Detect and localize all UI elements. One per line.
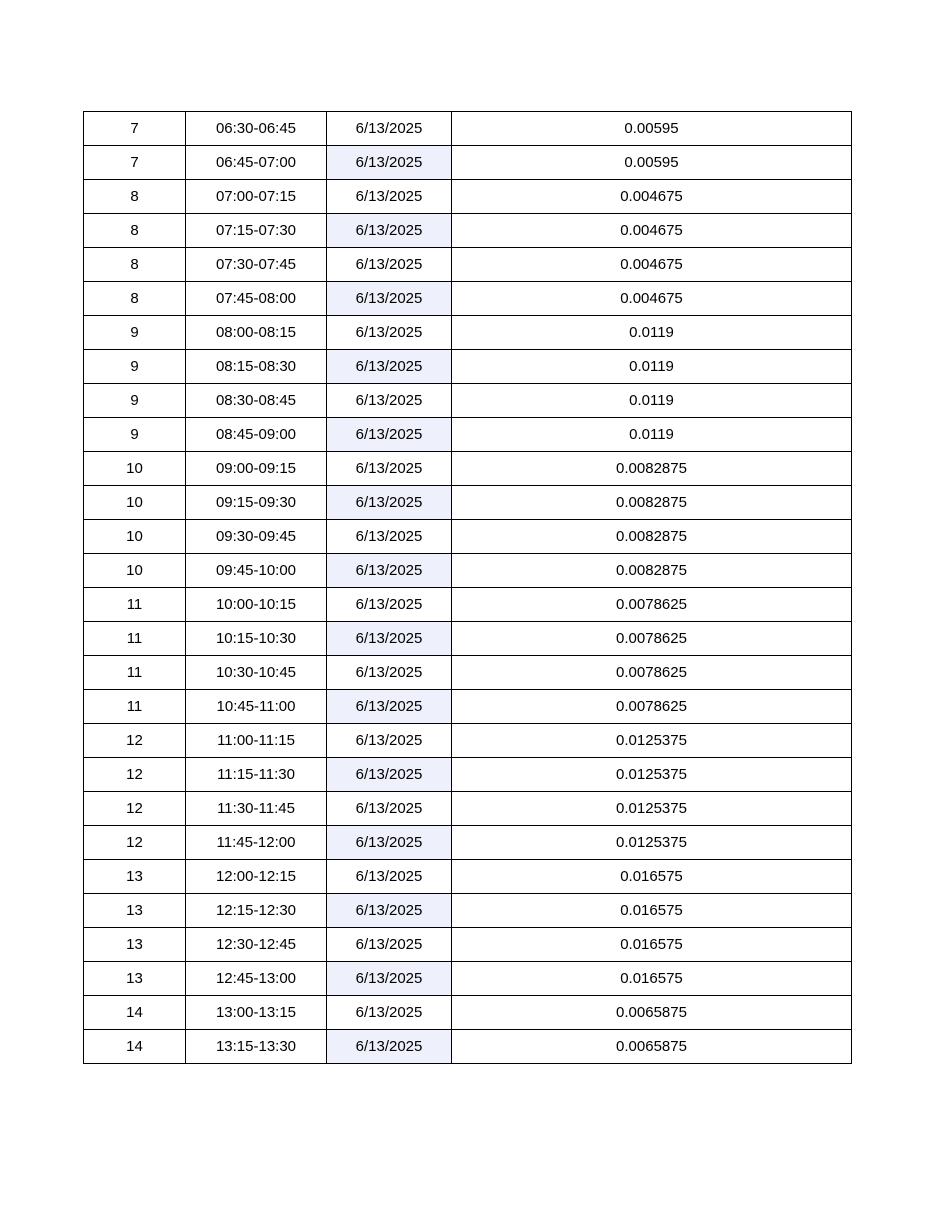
cell-value: 0.00595	[452, 112, 852, 146]
cell-value: 0.00595	[452, 146, 852, 180]
cell-value: 0.0082875	[452, 452, 852, 486]
table-row	[84, 724, 852, 758]
cell-hour: 8	[84, 214, 186, 248]
cell-interval: 08:15-08:30	[186, 350, 327, 384]
cell-date: 6/13/2025	[327, 826, 452, 860]
cell-hour: 13	[84, 860, 186, 894]
table-row	[84, 214, 852, 248]
cell-date: 6/13/2025	[327, 180, 452, 214]
cell-hour: 12	[84, 826, 186, 860]
cell-hour: 8	[84, 282, 186, 316]
data-table	[83, 111, 852, 1064]
cell-date: 6/13/2025	[327, 962, 452, 996]
table-row	[84, 928, 852, 962]
table-row	[84, 282, 852, 316]
cell-interval: 07:15-07:30	[186, 214, 327, 248]
cell-date: 6/13/2025	[327, 690, 452, 724]
cell-date: 6/13/2025	[327, 554, 452, 588]
cell-date: 6/13/2025	[327, 622, 452, 656]
cell-date: 6/13/2025	[327, 656, 452, 690]
cell-interval: 12:45-13:00	[186, 962, 327, 996]
table-row	[84, 860, 852, 894]
cell-date: 6/13/2025	[327, 214, 452, 248]
cell-date: 6/13/2025	[327, 1030, 452, 1064]
table-row	[84, 384, 852, 418]
cell-value: 0.0065875	[452, 1030, 852, 1064]
cell-date: 6/13/2025	[327, 112, 452, 146]
cell-hour: 12	[84, 758, 186, 792]
cell-interval: 09:00-09:15	[186, 452, 327, 486]
cell-hour: 11	[84, 656, 186, 690]
cell-value: 0.0065875	[452, 996, 852, 1030]
cell-value: 0.016575	[452, 962, 852, 996]
cell-value: 0.0082875	[452, 520, 852, 554]
cell-interval: 07:30-07:45	[186, 248, 327, 282]
table-row	[84, 758, 852, 792]
cell-date: 6/13/2025	[327, 928, 452, 962]
cell-date: 6/13/2025	[327, 418, 452, 452]
cell-hour: 11	[84, 622, 186, 656]
table-row	[84, 996, 852, 1030]
cell-interval: 12:15-12:30	[186, 894, 327, 928]
table-row	[84, 350, 852, 384]
cell-interval: 13:15-13:30	[186, 1030, 327, 1064]
cell-interval: 06:30-06:45	[186, 112, 327, 146]
cell-date: 6/13/2025	[327, 758, 452, 792]
cell-hour: 9	[84, 384, 186, 418]
cell-interval: 09:15-09:30	[186, 486, 327, 520]
table-row	[84, 656, 852, 690]
cell-value: 0.0078625	[452, 588, 852, 622]
cell-interval: 09:45-10:00	[186, 554, 327, 588]
cell-hour: 13	[84, 928, 186, 962]
cell-date: 6/13/2025	[327, 316, 452, 350]
cell-value: 0.0078625	[452, 622, 852, 656]
cell-value: 0.0082875	[452, 486, 852, 520]
cell-interval: 11:45-12:00	[186, 826, 327, 860]
table-row	[84, 418, 852, 452]
cell-interval: 07:45-08:00	[186, 282, 327, 316]
cell-value: 0.0119	[452, 350, 852, 384]
cell-interval: 11:15-11:30	[186, 758, 327, 792]
cell-interval: 12:30-12:45	[186, 928, 327, 962]
cell-date: 6/13/2025	[327, 996, 452, 1030]
cell-interval: 08:30-08:45	[186, 384, 327, 418]
table-row	[84, 792, 852, 826]
cell-hour: 10	[84, 554, 186, 588]
cell-value: 0.0082875	[452, 554, 852, 588]
cell-hour: 8	[84, 248, 186, 282]
cell-hour: 9	[84, 418, 186, 452]
cell-hour: 10	[84, 486, 186, 520]
cell-date: 6/13/2025	[327, 350, 452, 384]
cell-interval: 12:00-12:15	[186, 860, 327, 894]
cell-date: 6/13/2025	[327, 282, 452, 316]
cell-interval: 10:45-11:00	[186, 690, 327, 724]
table-body	[84, 112, 852, 1064]
cell-interval: 11:30-11:45	[186, 792, 327, 826]
table-row	[84, 588, 852, 622]
cell-value: 0.0078625	[452, 656, 852, 690]
table-row	[84, 452, 852, 486]
cell-date: 6/13/2025	[327, 452, 452, 486]
cell-value: 0.0125375	[452, 758, 852, 792]
cell-date: 6/13/2025	[327, 588, 452, 622]
cell-value: 0.0119	[452, 316, 852, 350]
cell-hour: 9	[84, 316, 186, 350]
table-row	[84, 622, 852, 656]
table-row	[84, 1030, 852, 1064]
table-row	[84, 554, 852, 588]
cell-interval: 08:00-08:15	[186, 316, 327, 350]
cell-value: 0.0078625	[452, 690, 852, 724]
cell-hour: 12	[84, 792, 186, 826]
cell-date: 6/13/2025	[327, 860, 452, 894]
table-row	[84, 690, 852, 724]
cell-interval: 07:00-07:15	[186, 180, 327, 214]
cell-date: 6/13/2025	[327, 520, 452, 554]
cell-value: 0.0125375	[452, 826, 852, 860]
cell-date: 6/13/2025	[327, 146, 452, 180]
cell-date: 6/13/2025	[327, 486, 452, 520]
cell-interval: 13:00-13:15	[186, 996, 327, 1030]
cell-hour: 10	[84, 452, 186, 486]
cell-hour: 14	[84, 1030, 186, 1064]
cell-value: 0.004675	[452, 214, 852, 248]
cell-hour: 11	[84, 588, 186, 622]
table-row	[84, 486, 852, 520]
cell-interval: 08:45-09:00	[186, 418, 327, 452]
cell-interval: 10:15-10:30	[186, 622, 327, 656]
cell-value: 0.0125375	[452, 724, 852, 758]
cell-value: 0.016575	[452, 860, 852, 894]
cell-date: 6/13/2025	[327, 894, 452, 928]
table-row	[84, 112, 852, 146]
cell-value: 0.0119	[452, 384, 852, 418]
cell-value: 0.016575	[452, 894, 852, 928]
cell-date: 6/13/2025	[327, 792, 452, 826]
cell-hour: 14	[84, 996, 186, 1030]
table-row	[84, 316, 852, 350]
table-row	[84, 520, 852, 554]
cell-interval: 11:00-11:15	[186, 724, 327, 758]
cell-hour: 9	[84, 350, 186, 384]
cell-value: 0.0119	[452, 418, 852, 452]
cell-hour: 13	[84, 894, 186, 928]
cell-hour: 7	[84, 146, 186, 180]
table-row	[84, 248, 852, 282]
table-row	[84, 146, 852, 180]
table-row	[84, 962, 852, 996]
cell-hour: 13	[84, 962, 186, 996]
table-row	[84, 180, 852, 214]
cell-hour: 8	[84, 180, 186, 214]
cell-interval: 10:00-10:15	[186, 588, 327, 622]
cell-value: 0.0125375	[452, 792, 852, 826]
table-row	[84, 894, 852, 928]
cell-hour: 11	[84, 690, 186, 724]
cell-value: 0.004675	[452, 282, 852, 316]
cell-interval: 10:30-10:45	[186, 656, 327, 690]
cell-hour: 7	[84, 112, 186, 146]
cell-interval: 09:30-09:45	[186, 520, 327, 554]
cell-interval: 06:45-07:00	[186, 146, 327, 180]
cell-date: 6/13/2025	[327, 248, 452, 282]
cell-hour: 12	[84, 724, 186, 758]
table-row	[84, 826, 852, 860]
cell-hour: 10	[84, 520, 186, 554]
cell-value: 0.004675	[452, 248, 852, 282]
cell-value: 0.004675	[452, 180, 852, 214]
cell-date: 6/13/2025	[327, 384, 452, 418]
cell-value: 0.016575	[452, 928, 852, 962]
cell-date: 6/13/2025	[327, 724, 452, 758]
